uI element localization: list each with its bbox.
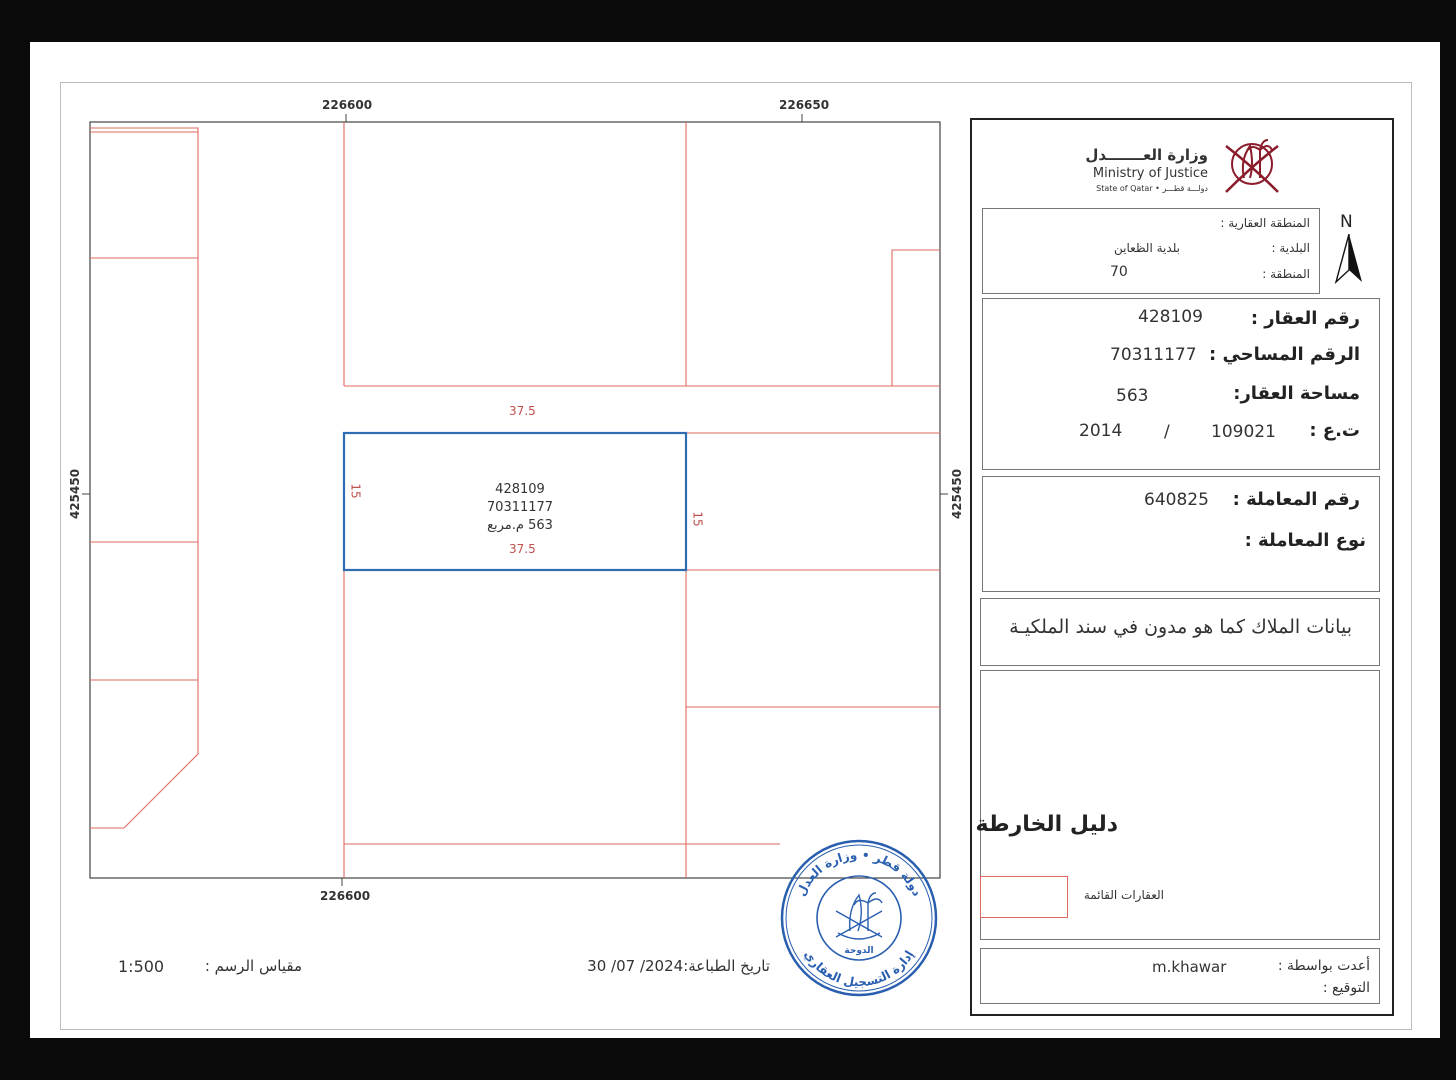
municipality-value: بلدية الظعاين — [1114, 241, 1180, 255]
scale-value: 1:500 — [118, 957, 165, 976]
transaction-type-label: نوع المعاملة : — [1244, 530, 1366, 551]
y-coord-right: 425450 — [950, 468, 965, 520]
stamp-outer-text: دولة قطر • وزارة العدل — [793, 847, 925, 899]
property-area-value: 563 — [1116, 386, 1149, 406]
area-value: 70 — [1110, 264, 1128, 280]
prepared-by-value: m.khawar — [1152, 958, 1227, 976]
property-number-label: رقم العقار : — [1250, 308, 1360, 329]
document-sheet — [30, 42, 1440, 1038]
legend-title: دليل الخارطة — [975, 812, 1118, 837]
north-arrow-icon — [1332, 234, 1366, 284]
qatar-emblem-icon — [1214, 126, 1290, 204]
registration-separator: / — [1164, 422, 1170, 442]
x-coord-bottom-left: 226600 — [320, 889, 371, 903]
x-coord-top-left: 226600 — [322, 98, 373, 112]
legend-swatch-existing — [980, 876, 1068, 918]
dimension-top: 37.5 — [509, 404, 536, 418]
owners-heading: بيانات الملاك كما هو مدون في سند الملكيـة — [1009, 616, 1352, 638]
zone-label: المنطقة العقارية : — [1220, 216, 1310, 230]
x-coord-top-right: 226650 — [779, 98, 830, 112]
north-label: N — [1340, 212, 1353, 232]
registration-number: 109021 — [1211, 422, 1276, 442]
area-label: المنطقة : — [1262, 267, 1310, 281]
registration-year: 2014 — [1079, 421, 1123, 441]
y-coord-left: 425450 — [68, 468, 83, 520]
transaction-number-label: رقم المعاملة : — [1232, 489, 1360, 510]
property-number-value: 428109 — [1138, 307, 1203, 327]
north-arrow — [1332, 212, 1366, 290]
stamp-emblem-icon — [836, 893, 882, 939]
property-area-label: مساحة العقار: — [1233, 383, 1360, 404]
print-date: تاريخ الطباعة:2024/ 07/ 30 — [587, 957, 770, 975]
stamp-city: الدوحة — [844, 946, 874, 956]
parcel-dimension-bottom: 37.5 — [509, 542, 536, 556]
state-line: State of Qatar • دولـــة قطـــر — [1096, 184, 1208, 193]
stamp-inner-text: إدارة التسجيل العقاري — [801, 947, 917, 990]
registration-label: ت.ع : — [1309, 420, 1360, 441]
transaction-number-value: 640825 — [1144, 490, 1209, 510]
ministry-name-ar: وزارة العـــــــدل — [1085, 146, 1208, 164]
survey-number-label: الرقم المساحي : — [1208, 344, 1360, 365]
registration-stamp — [778, 837, 940, 999]
dimension-right: 15 — [690, 511, 705, 527]
dimension-left: 15 — [348, 483, 363, 499]
municipality-label: البلدية : — [1271, 241, 1310, 255]
prepared-by-label: أعدت بواسطة : — [1277, 958, 1370, 974]
ministry-name-en: Ministry of Justice — [1092, 166, 1208, 181]
legend-existing-label: العقارات القائمة — [1083, 888, 1164, 902]
signature-label: التوقيع : — [1322, 980, 1370, 996]
parcel-number: 428109 — [495, 482, 545, 497]
parcel-area: 563 م.مربع — [487, 518, 553, 533]
scale-label: مقياس الرسم : — [204, 957, 302, 975]
ministry-header — [1085, 126, 1290, 206]
parcel-survey-number: 70311177 — [486, 500, 554, 515]
survey-number-value: 70311177 — [1110, 345, 1197, 365]
